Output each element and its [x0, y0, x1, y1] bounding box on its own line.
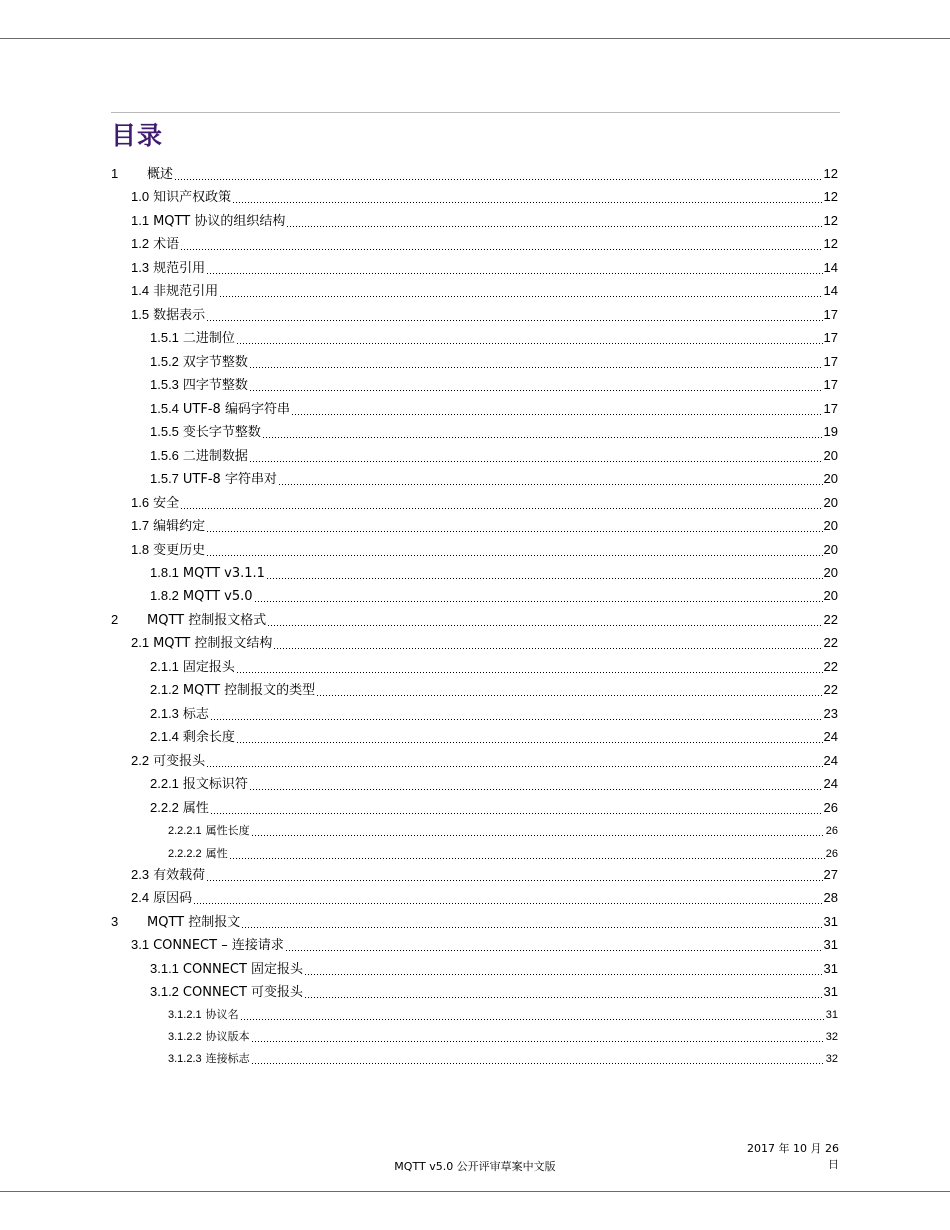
toc-entry[interactable] — [131, 634, 838, 653]
toc-entry-label: CONNECT 固定报头 — [182, 962, 304, 977]
toc-entry-label: 连接标志 — [205, 1052, 250, 1065]
toc-dot-leader — [251, 1063, 825, 1064]
toc-entry[interactable] — [150, 447, 838, 466]
toc-entry-number: 1.8.2 — [150, 588, 179, 603]
toc-entry[interactable] — [111, 611, 838, 630]
toc-dot-leader — [266, 578, 823, 579]
toc-entry-page-number: 20 — [823, 471, 838, 486]
toc-entry-page-number: 26 — [825, 825, 838, 837]
toc-entry-label: 编辑约定 — [153, 519, 206, 534]
toc-dot-leader — [267, 625, 822, 626]
toc-entry-number: 2.1.2 — [150, 682, 179, 697]
toc-entry[interactable] — [131, 494, 838, 513]
toc-entry-page-number: 17 — [823, 307, 838, 322]
toc-entry[interactable] — [150, 681, 838, 700]
toc-dot-leader — [193, 903, 822, 904]
toc-entry-page-number: 27 — [823, 867, 838, 882]
toc-dot-leader — [262, 437, 823, 438]
toc-entry[interactable] — [111, 165, 838, 184]
toc-entry-label: 二进制位 — [182, 331, 235, 346]
toc-entry[interactable] — [111, 913, 838, 932]
toc-entry-page-number: 20 — [823, 588, 838, 603]
toc-dot-leader — [286, 226, 822, 227]
toc-entry-page-number: 14 — [823, 283, 838, 298]
toc-entry-number: 1.5.6 — [150, 448, 179, 463]
toc-entry-number: 1.5 — [131, 307, 150, 322]
toc-entry-label: MQTT 控制报文结构 — [153, 636, 273, 651]
toc-entry-page-number: 31 — [823, 937, 838, 952]
toc-entry[interactable] — [168, 822, 838, 840]
toc-entry[interactable] — [131, 752, 838, 771]
toc-entry-page-number: 31 — [823, 914, 838, 929]
toc-entry-page-number: 24 — [823, 776, 838, 791]
toc-entry-number: 1.6 — [131, 495, 150, 510]
toc-entry[interactable] — [131, 306, 838, 325]
toc-entry-number: 1.4 — [131, 283, 150, 298]
toc-dot-leader — [254, 601, 823, 602]
toc-entry-number: 2.2.1 — [150, 776, 179, 791]
toc-entry-page-number: 20 — [823, 542, 838, 557]
toc-entry-label: 属性 — [205, 847, 228, 860]
toc-entry-number: 1.5.2 — [150, 354, 179, 369]
toc-entry[interactable] — [150, 329, 838, 348]
toc-dot-leader — [236, 672, 823, 673]
toc-dot-leader — [304, 974, 822, 975]
toc-entry-label: MQTT 控制报文 — [147, 915, 241, 930]
toc-dot-leader — [241, 927, 822, 928]
toc-entry[interactable] — [168, 845, 838, 863]
toc-dot-leader — [180, 508, 822, 509]
toc-dot-leader — [236, 742, 823, 743]
toc-entry[interactable] — [131, 866, 838, 885]
footer-document-title: MQTT v5.0 公开评审草案中文版 — [394, 1160, 556, 1173]
toc-entry-number: 2.1.1 — [150, 659, 179, 674]
toc-entry-label: 知识产权政策 — [153, 190, 232, 205]
toc-dot-leader — [180, 249, 822, 250]
toc-entry-number: 3.1.2 — [150, 984, 179, 999]
toc-entry-label: 规范引用 — [153, 261, 206, 276]
toc-entry[interactable] — [150, 564, 838, 583]
toc-entry-page-number: 14 — [823, 260, 838, 275]
toc-entry-label: MQTT 协议的组织结构 — [153, 214, 286, 229]
toc-dot-leader — [206, 531, 822, 532]
toc-dot-leader — [210, 719, 823, 720]
toc-entry-label: 协议版本 — [205, 1030, 250, 1043]
toc-entry-number: 2.2 — [131, 753, 150, 768]
toc-entry-number: 3.1.2.2 — [168, 1031, 202, 1043]
toc-entry-label: 术语 — [153, 237, 180, 252]
toc-dot-leader — [232, 202, 822, 203]
title-rule — [111, 112, 840, 113]
toc-entry[interactable] — [131, 889, 838, 908]
toc-entry-page-number: 22 — [823, 635, 838, 650]
toc-entry-page-number: 19 — [823, 424, 838, 439]
toc-entry[interactable] — [150, 400, 838, 419]
toc-entry[interactable] — [150, 470, 838, 489]
toc-dot-leader — [285, 950, 823, 951]
toc-entry-label: 固定报头 — [182, 660, 235, 675]
toc-entry[interactable] — [131, 282, 838, 301]
toc-dot-leader — [174, 179, 823, 180]
toc-dot-leader — [278, 484, 823, 485]
toc-entry-number: 1.3 — [131, 260, 150, 275]
toc-entry-number: 1.8.1 — [150, 565, 179, 580]
toc-entry-label: 原因码 — [153, 891, 193, 906]
toc-dot-leader — [206, 766, 822, 767]
toc-entry-page-number: 32 — [825, 1053, 838, 1065]
page-bottom-rule — [0, 1191, 950, 1192]
toc-entry[interactable] — [131, 188, 838, 207]
toc-entry-number: 3.1.2.1 — [168, 1009, 202, 1021]
toc-entry-number: 1.8 — [131, 542, 150, 557]
toc-entry-label: MQTT v3.1.1 — [182, 566, 265, 581]
toc-entry-page-number: 26 — [825, 848, 838, 860]
toc-entry[interactable] — [150, 960, 838, 979]
toc-entry[interactable] — [131, 936, 838, 955]
toc-entry-label: UTF-8 字符串对 — [182, 472, 277, 487]
toc-entry-number: 3.1.2.3 — [168, 1053, 202, 1065]
toc-entry-label: 概述 — [147, 167, 174, 182]
toc-dot-leader — [206, 320, 822, 321]
toc-dot-leader — [206, 273, 822, 274]
toc-dot-leader — [210, 813, 823, 814]
toc-entry[interactable] — [131, 541, 838, 560]
toc-entry-number: 3.1 — [131, 937, 150, 952]
toc-entry-page-number: 23 — [823, 706, 838, 721]
footer-date — [719, 1141, 839, 1173]
toc-entry-label: 剩余长度 — [182, 730, 235, 745]
toc-dot-leader — [251, 835, 825, 836]
toc-entry-page-number: 17 — [823, 401, 838, 416]
toc-dot-leader — [249, 461, 823, 462]
toc-dot-leader — [273, 648, 822, 649]
toc-entry-page-number: 12 — [823, 236, 838, 251]
toc-entry-page-number: 32 — [825, 1031, 838, 1043]
toc-entry[interactable] — [150, 799, 838, 818]
toc-entry[interactable] — [168, 1028, 838, 1046]
page-top-rule — [0, 38, 950, 39]
toc-entry[interactable] — [131, 235, 838, 254]
toc-entry-page-number: 24 — [823, 753, 838, 768]
toc-entry-label: 有效载荷 — [153, 868, 206, 883]
toc-entry[interactable] — [168, 1006, 838, 1024]
toc-dot-leader — [236, 343, 823, 344]
toc-entry-number: 1.7 — [131, 518, 150, 533]
toc-entry-number: 1 — [111, 166, 119, 181]
toc-entry-number: 3 — [111, 914, 119, 929]
toc-entry[interactable] — [150, 587, 838, 606]
toc-entry-label: 可变报头 — [153, 754, 206, 769]
toc-entry-page-number: 31 — [823, 984, 838, 999]
toc-dot-leader — [206, 880, 822, 881]
toc-entry[interactable] — [150, 705, 838, 724]
toc-entry-label: UTF-8 编码字符串 — [182, 402, 290, 417]
toc-entry-label: 标志 — [182, 707, 209, 722]
toc-title: 目录 — [111, 121, 164, 150]
toc-entry-number: 1.5.3 — [150, 377, 179, 392]
toc-entry-label: 变长字节整数 — [182, 425, 261, 440]
toc-entry-page-number: 17 — [823, 330, 838, 345]
toc-entry-number: 2.1 — [131, 635, 150, 650]
toc-dot-leader — [291, 414, 823, 415]
toc-entry-label: 四字节整数 — [182, 378, 248, 393]
toc-entry-label: 协议名 — [205, 1008, 239, 1021]
toc-entry-label: MQTT 控制报文格式 — [147, 613, 267, 628]
toc-dot-leader — [249, 367, 823, 368]
toc-entry[interactable] — [150, 423, 838, 442]
toc-entry-number: 1.5.4 — [150, 401, 179, 416]
toc-entry-page-number: 24 — [823, 729, 838, 744]
toc-entry-page-number: 31 — [823, 961, 838, 976]
toc-entry-page-number: 20 — [823, 448, 838, 463]
toc-entry-page-number: 22 — [823, 659, 838, 674]
toc-entry-number: 1.5.5 — [150, 424, 179, 439]
toc-entry-number: 1.1 — [131, 213, 150, 228]
toc-entry-number: 2.1.3 — [150, 706, 179, 721]
toc-entry[interactable] — [131, 259, 838, 278]
toc-entry-number: 1.5.7 — [150, 471, 179, 486]
toc-entry[interactable] — [131, 517, 838, 536]
toc-entry-label: 非规范引用 — [153, 284, 219, 299]
toc-dot-leader — [316, 695, 822, 696]
toc-entry-label: 数据表示 — [153, 308, 206, 323]
toc-entry-page-number: 22 — [823, 612, 838, 627]
toc-entry-label: CONNECT – 连接请求 — [153, 938, 284, 953]
toc-entry-page-number: 12 — [823, 166, 838, 181]
toc-entry-number: 2.2.2.2 — [168, 848, 202, 860]
toc-entry[interactable] — [150, 353, 838, 372]
toc-entry-label: 二进制数据 — [182, 449, 248, 464]
toc-entry-label: 报文标识符 — [182, 777, 248, 792]
toc-entry-number: 2.4 — [131, 890, 150, 905]
toc-entry-label: 安全 — [153, 496, 180, 511]
toc-dot-leader — [249, 390, 823, 391]
toc-entry-number: 2.2.2.1 — [168, 825, 202, 837]
toc-dot-leader — [240, 1019, 825, 1020]
toc-entry-label: CONNECT 可变报头 — [182, 985, 304, 1000]
toc-entry[interactable] — [150, 983, 838, 1002]
toc-dot-leader — [304, 997, 822, 998]
toc-dot-leader — [251, 1041, 825, 1042]
toc-entry-label: 双字节整数 — [182, 355, 248, 370]
toc-entry[interactable] — [150, 658, 838, 677]
toc-dot-leader — [229, 858, 825, 859]
toc-entry-number: 2.1.4 — [150, 729, 179, 744]
toc-entry-label: 变更历史 — [153, 543, 206, 558]
toc-entry-page-number: 17 — [823, 354, 838, 369]
toc-entry-label: MQTT 控制报文的类型 — [182, 683, 316, 698]
toc-entry-page-number: 17 — [823, 377, 838, 392]
footer-date-line-2: 日 — [828, 1158, 839, 1171]
toc-dot-leader — [249, 789, 823, 790]
toc-entry-number: 3.1.1 — [150, 961, 179, 976]
toc-entry[interactable] — [131, 212, 838, 231]
toc-entry-page-number: 12 — [823, 189, 838, 204]
toc-entry-page-number: 20 — [823, 518, 838, 533]
toc-entry-page-number: 20 — [823, 565, 838, 580]
toc-entry-page-number: 28 — [823, 890, 838, 905]
toc-entry[interactable] — [150, 376, 838, 395]
toc-entry[interactable] — [168, 1050, 838, 1068]
toc-entry-number: 2 — [111, 612, 119, 627]
toc-entry-page-number: 20 — [823, 495, 838, 510]
toc-entry-page-number: 22 — [823, 682, 838, 697]
toc-dot-leader — [219, 296, 822, 297]
toc-entry[interactable] — [150, 775, 838, 794]
toc-entry-label: 属性 — [182, 801, 209, 816]
toc-entry-number: 1.0 — [131, 189, 150, 204]
footer-date-line-1: 2017 年 10 月 26 — [747, 1142, 839, 1155]
toc-entry-label: MQTT v5.0 — [182, 589, 253, 604]
toc-entry[interactable] — [150, 728, 838, 747]
toc-entry-page-number: 31 — [825, 1009, 838, 1021]
toc-entry-page-number: 12 — [823, 213, 838, 228]
toc-entry-page-number: 26 — [823, 800, 838, 815]
toc-entry-number: 2.2.2 — [150, 800, 179, 815]
toc-entry-label: 属性长度 — [205, 824, 250, 837]
toc-entry-number: 1.2 — [131, 236, 150, 251]
toc-entry-number: 2.3 — [131, 867, 150, 882]
toc-dot-leader — [206, 555, 822, 556]
toc-entry-number: 1.5.1 — [150, 330, 179, 345]
